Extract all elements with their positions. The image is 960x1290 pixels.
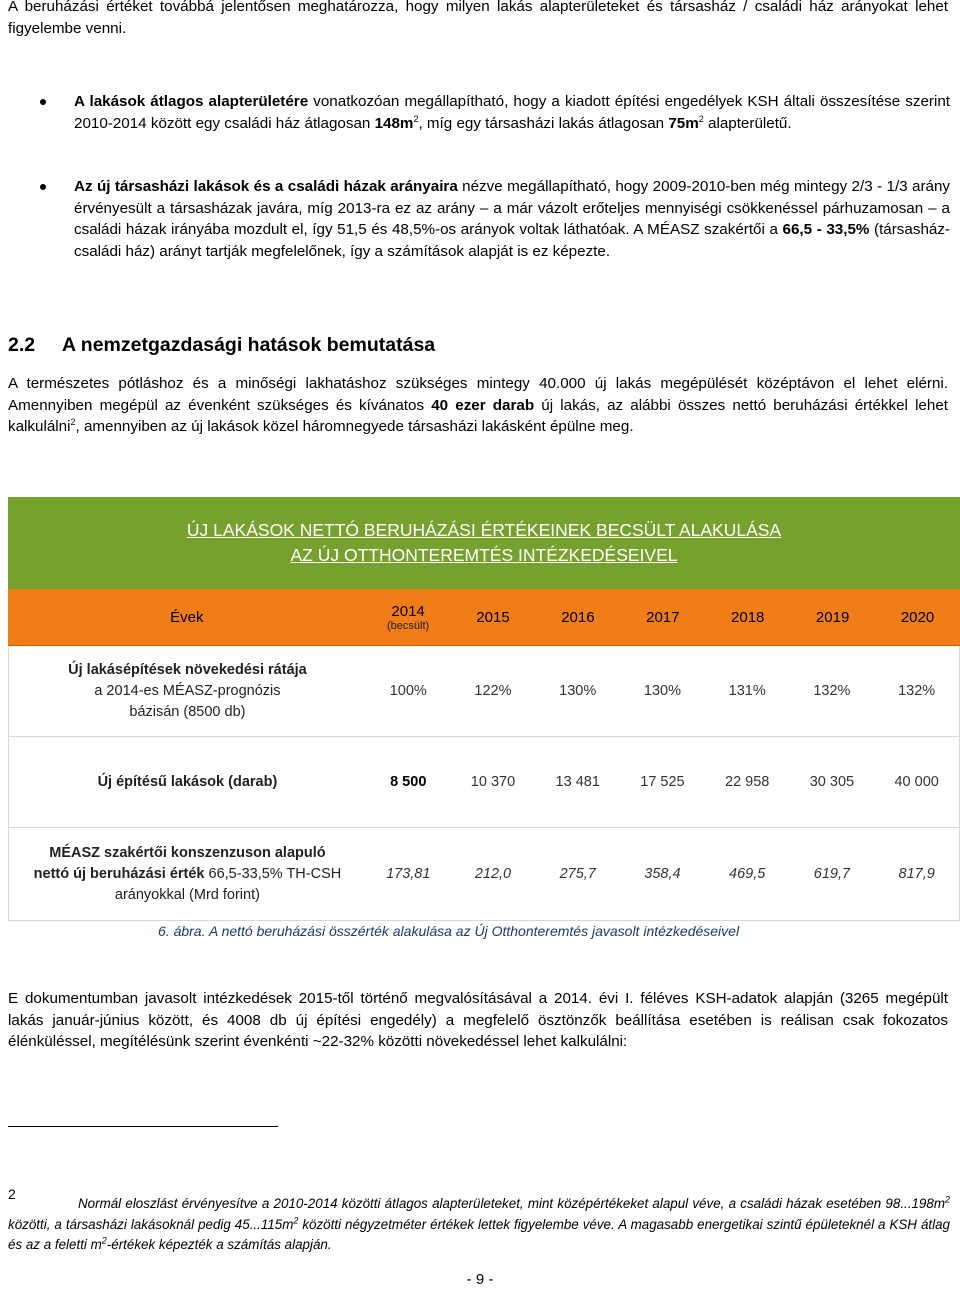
row-label-line: bázisán (8500 db) bbox=[129, 703, 246, 720]
bullet-area bbox=[74, 91, 950, 134]
table-cell: 10 370 bbox=[470, 774, 516, 790]
row-label-bold: nettó új beruházási érték bbox=[33, 865, 205, 882]
sup: 2 bbox=[944, 1194, 950, 1205]
table-cell: 13 481 bbox=[555, 774, 600, 790]
year-cell: 2018 bbox=[731, 608, 765, 626]
table-title-line1: ÚJ LAKÁSOK NETTÓ BERUHÁZÁSI ÉRTÉKEINEK BECSÜLT ALAKULÁSA bbox=[186, 520, 782, 540]
table-cell: 275,7 bbox=[559, 866, 596, 882]
table-title-line2: AZ ÚJ OTTHONTEREMTÉS INTÉZKEDÉSEIVEL bbox=[290, 545, 678, 565]
years-label: Évek bbox=[170, 608, 204, 626]
years-header-row bbox=[8, 589, 960, 646]
row-label-rest: 66,5-33,5% TH-CSH bbox=[204, 865, 342, 882]
table-cell: 130% bbox=[559, 683, 597, 699]
bullet1-lead: A lakások átlagos alapterületére bbox=[74, 93, 309, 110]
para2-text: A természetes pótláshoz és a minőségi lakhatáshoz szükséges mintegy 40.000 új lakás megépülését középtávon el lehet elérni. Amennyiben megépül az évenként szükséges és kívánatos bbox=[8, 375, 948, 414]
year-cell: 2016 bbox=[561, 608, 595, 626]
footnote-separator bbox=[8, 1126, 278, 1127]
row-label-line bbox=[9, 864, 366, 885]
year-cell: 2017 bbox=[646, 608, 680, 626]
table-cell: 817,9 bbox=[898, 866, 935, 882]
row-label bbox=[9, 843, 366, 906]
page-number: - 9 - bbox=[466, 1271, 494, 1288]
sup: 2 bbox=[413, 113, 419, 124]
row-label-bold: MÉASZ szakértői konszenzuson alapuló bbox=[49, 844, 326, 861]
house-area: 148m bbox=[374, 114, 414, 132]
year-cell: 2019 bbox=[815, 608, 850, 626]
year-2014-note: (becsült) bbox=[386, 619, 430, 632]
table-cell: 212,0 bbox=[474, 866, 512, 882]
table-cell: 619,7 bbox=[813, 866, 851, 882]
year-cell: 2020 bbox=[900, 608, 935, 626]
para2-text3: , amennyiben az új lakások közel háromnegyede társasházi lakásként épülne meg. bbox=[75, 418, 634, 435]
year-2014 bbox=[366, 603, 451, 632]
year-cell: 2015 bbox=[476, 608, 510, 626]
footnote-part: Normál eloszlást érvényesítve a 2010-2014 közötti átlagos alapterületeket, mint középértékeket alapul véve, a családi házak esetében 98...198m bbox=[78, 1196, 945, 1211]
table-cell: 130% bbox=[643, 683, 681, 699]
bullet-ratio bbox=[74, 176, 950, 262]
intro-paragraph: A beruházási értéket továbbá jelentősen meghatározza, hogy milyen lakás alapterületeket és társasház / családi ház arányokat lehet figyelembe venni. bbox=[8, 0, 948, 37]
bullet1-text3: alapterületű. bbox=[703, 114, 792, 132]
sup: 2 bbox=[101, 1235, 107, 1246]
footnote-part: közötti négyzetméter értékek lettek figyelembe véve. A magasabb energetikai szintű épületeknél a KSH átlag és az a feletti m bbox=[8, 1216, 950, 1252]
caption-number: 6. ábra. bbox=[158, 923, 206, 939]
table-cell: 173,81 bbox=[386, 866, 431, 882]
table-title bbox=[8, 497, 960, 589]
bullet1-text: vonatkozóan megállapítható, hogy a kiadott építési engedélyek KSH általi összesítése szerint 2010-2014 között egy családi ház átlagosan bbox=[74, 93, 951, 132]
row-label: Új építésű lakások (darab) bbox=[97, 773, 278, 790]
para2-text2: új lakás, az alábbi összes nettó beruházási értékkel lehet kalkulálni bbox=[8, 396, 948, 435]
investment-table bbox=[8, 497, 960, 921]
table-cell: 8 500 bbox=[390, 774, 427, 790]
table-row-value bbox=[8, 828, 960, 921]
figure-caption bbox=[158, 923, 739, 939]
row-label-line: a 2014-es MÉASZ-prognózis bbox=[94, 682, 281, 699]
row-label-line: arányokkal (Mrd forint) bbox=[114, 886, 260, 903]
table-cell: 358,4 bbox=[644, 866, 681, 882]
table-cell: 122% bbox=[474, 683, 512, 699]
section-number: 2.2 bbox=[8, 334, 36, 356]
footnote-ref: 2 bbox=[70, 416, 76, 427]
table-cell: 469,5 bbox=[729, 866, 766, 882]
table-cell: 30 305 bbox=[809, 774, 855, 790]
section-paragraph bbox=[8, 373, 948, 438]
bullet-dot bbox=[40, 184, 46, 190]
footnote-part: közötti, a társasházi lakásoknál pedig 45...115m bbox=[8, 1216, 294, 1232]
year-2014-value: 2014 bbox=[391, 602, 425, 620]
table-cell: 22 958 bbox=[725, 774, 770, 790]
row-label bbox=[9, 660, 366, 723]
table-cell: 132% bbox=[898, 683, 936, 699]
table-cell: 132% bbox=[813, 683, 851, 699]
para2-bold: 40 ezer darab bbox=[431, 396, 535, 414]
table-row-units bbox=[8, 737, 960, 828]
flat-area: 75m bbox=[668, 114, 699, 132]
row-label-bold: Új lakásépítések növekedési rátája bbox=[68, 661, 307, 678]
table-cell: 40 000 bbox=[894, 774, 939, 790]
bullet2-text2: (társasház-családi ház) arányt tartják megfelelőnek, így a számítások alapját is ez képezte. bbox=[74, 221, 950, 260]
bullet2-lead: Az új társasházi lakások és a családi házak arányaira bbox=[74, 178, 458, 195]
table-cell: 17 525 bbox=[640, 774, 685, 790]
sup: 2 bbox=[293, 1215, 299, 1226]
conclusion-paragraph: E dokumentumban javasolt intézkedések 2015-től történő megvalósításával a 2014. évi I. féléves KSH-adatok alapján (3265 megépült lakás január-június között, és 4008 db új építési engedély) a megfelelő ösztönzők beállítása esetében is reálisan csak fokozatos élénküléssel, megítélésünk szerint évenkénti ~22-32% közötti növekedéssel lehet kalkulálni: bbox=[8, 990, 948, 1050]
section-heading bbox=[8, 334, 435, 357]
table-cell: 131% bbox=[728, 683, 766, 699]
section-title: A nemzetgazdasági hatások bemutatása bbox=[62, 334, 436, 356]
table-cell: 100% bbox=[389, 683, 427, 699]
ratio-value: 66,5 - 33,5% bbox=[782, 221, 870, 238]
footnote-mark: 2 bbox=[8, 1186, 16, 1202]
bullet-dot bbox=[40, 99, 46, 105]
sup: 2 bbox=[698, 113, 704, 124]
bullet1-text2: , míg egy társasházi lakás átlagosan bbox=[418, 114, 669, 132]
footnote-text bbox=[8, 1194, 950, 1256]
caption-text: A nettó beruházási összérték alakulása az Új Otthonteremtés javasolt intézkedéseivel bbox=[205, 923, 740, 939]
footnote-part: -értékek képezték a számítás alapján. bbox=[106, 1237, 332, 1252]
bullet2-text: nézve megállapítható, hogy 2009-2010-ben még mintegy 2/3 - 1/3 arány érvényesült a társasházak javára, míg 2013-ra ez az arány – a már vázolt erőteljes mennyiségi csökkenéssel párhuzamosan – a családi házak irányába mozdult el, így 51,5 és 48,5%-os arányok voltak láthatóak. A MÉASZ szakértői a bbox=[74, 178, 950, 238]
table-row-growth bbox=[8, 646, 960, 737]
